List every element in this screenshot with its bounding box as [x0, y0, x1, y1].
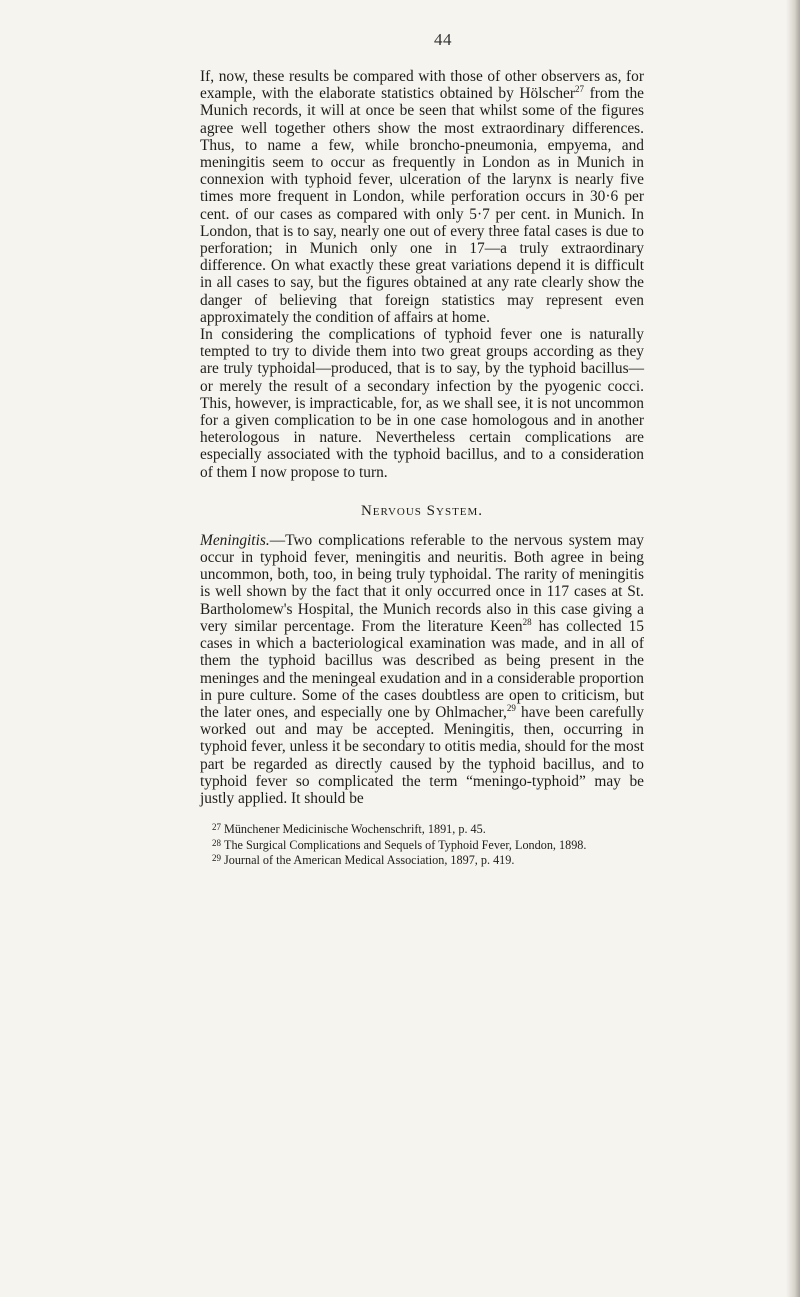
paragraph-text: has collected 15 cases in which a bacteriological examination was made, and in all of them the typhoid bacillus was described as being present in the meninges and the meningeal exudation and in a considerable proportion in pure culture. Some of the cases doubtless are open to criticism, but the later ones, and especially one by Ohlmacher, [200, 617, 644, 721]
paragraph-comparison [200, 68, 644, 326]
footnote-ref: 29 [506, 702, 516, 713]
page-number: 44 [434, 30, 452, 49]
footnote-number: 27 [212, 822, 221, 833]
paragraph-text: —Two complications referable to the nervous system may occur in typhoid fever, meningitis and neuritis. Both agree in being uncommon, both, too, in being truly typhoidal. The rarity of meningitis is well shown by the fact that it only occurred once in 117 cases at St. Bartholomew's Hospital, the Munich records also in this case giving a very similar percentage. From the literature Keen [200, 531, 644, 635]
footnote [200, 852, 644, 868]
footnote-ref: 28 [522, 616, 532, 627]
footnotes [200, 821, 644, 868]
paragraph-text: In considering the complications of typhoid fever one is naturally tempted to try to divide them into two great groups according as they are truly typhoidal—produced, that is to say, by the typhoid bacillus—or merely the result of a secondary infection by the pyogenic cocci. This, however, is impracticable, for, as we shall see, it is not uncommon for a given complication to be in one case homologous and in another heterologous in nature. Nevertheless certain complications are especially associated with the typhoid bacillus, and to a consideration of them I now propose to turn. [200, 326, 644, 481]
footnote-text: The Surgical Complications and Sequels of Typhoid Fever, London, 1898. [224, 837, 587, 852]
footnote [200, 837, 644, 853]
meningitis-lead: Meningitis. [200, 531, 270, 549]
paragraph-text: from the Munich records, it will at once be seen that whilst some of the figures agree well together others show the most extraordinary differences. Thus, to name a few, while broncho-pneumonia, empyema, and meningitis seem to occur as frequently in London as in Munich in connexion with typhoid fever, ulceration of the larynx is nearly five times more frequent in London, while perforation occurs in 30·6 per cent. of our cases as compared with only 5·7 per cent. in Munich. In London, that is to say, nearly one out of every three fatal cases is due to perforation; in Munich only one in 17—a truly extraordinary difference. On what exactly these great variations depend it is difficult in all cases to say, but the figures obtained at any rate clearly show the danger of believing that foreign statistics may represent even approximately the condition of affairs at home. [200, 85, 644, 326]
footnote-text: Journal of the American Medical Association, 1897, p. 419. [224, 853, 515, 868]
footnote [200, 821, 644, 837]
book-page [200, 30, 644, 868]
footnote-number: 28 [212, 837, 221, 848]
footnote-number: 29 [212, 853, 221, 864]
paragraph-complications [200, 326, 644, 481]
section-heading: Nervous System. [360, 502, 484, 519]
footnote-text: Münchener Medicinische Wochenschrift, 1891, p. 45. [224, 822, 486, 837]
footnote-ref: 27 [574, 84, 584, 95]
paragraph-meningitis [200, 532, 644, 807]
paragraph-text: have been carefully worked out and may be accepted. Meningitis, then, occurring in typhoid fever, unless it be secondary to otitis media, should for the most part be regarded as directly caused by the typhoid bacillus, and to typhoid fever so complicated the term “meningo-typhoid” may be justly applied. It should be [200, 703, 644, 807]
paragraph-text: If, now, these results be compared with those of other observers as, for example, with the elaborate statistics obtained by Hölscher [200, 68, 644, 103]
page-edge-shadow [786, 0, 800, 1297]
